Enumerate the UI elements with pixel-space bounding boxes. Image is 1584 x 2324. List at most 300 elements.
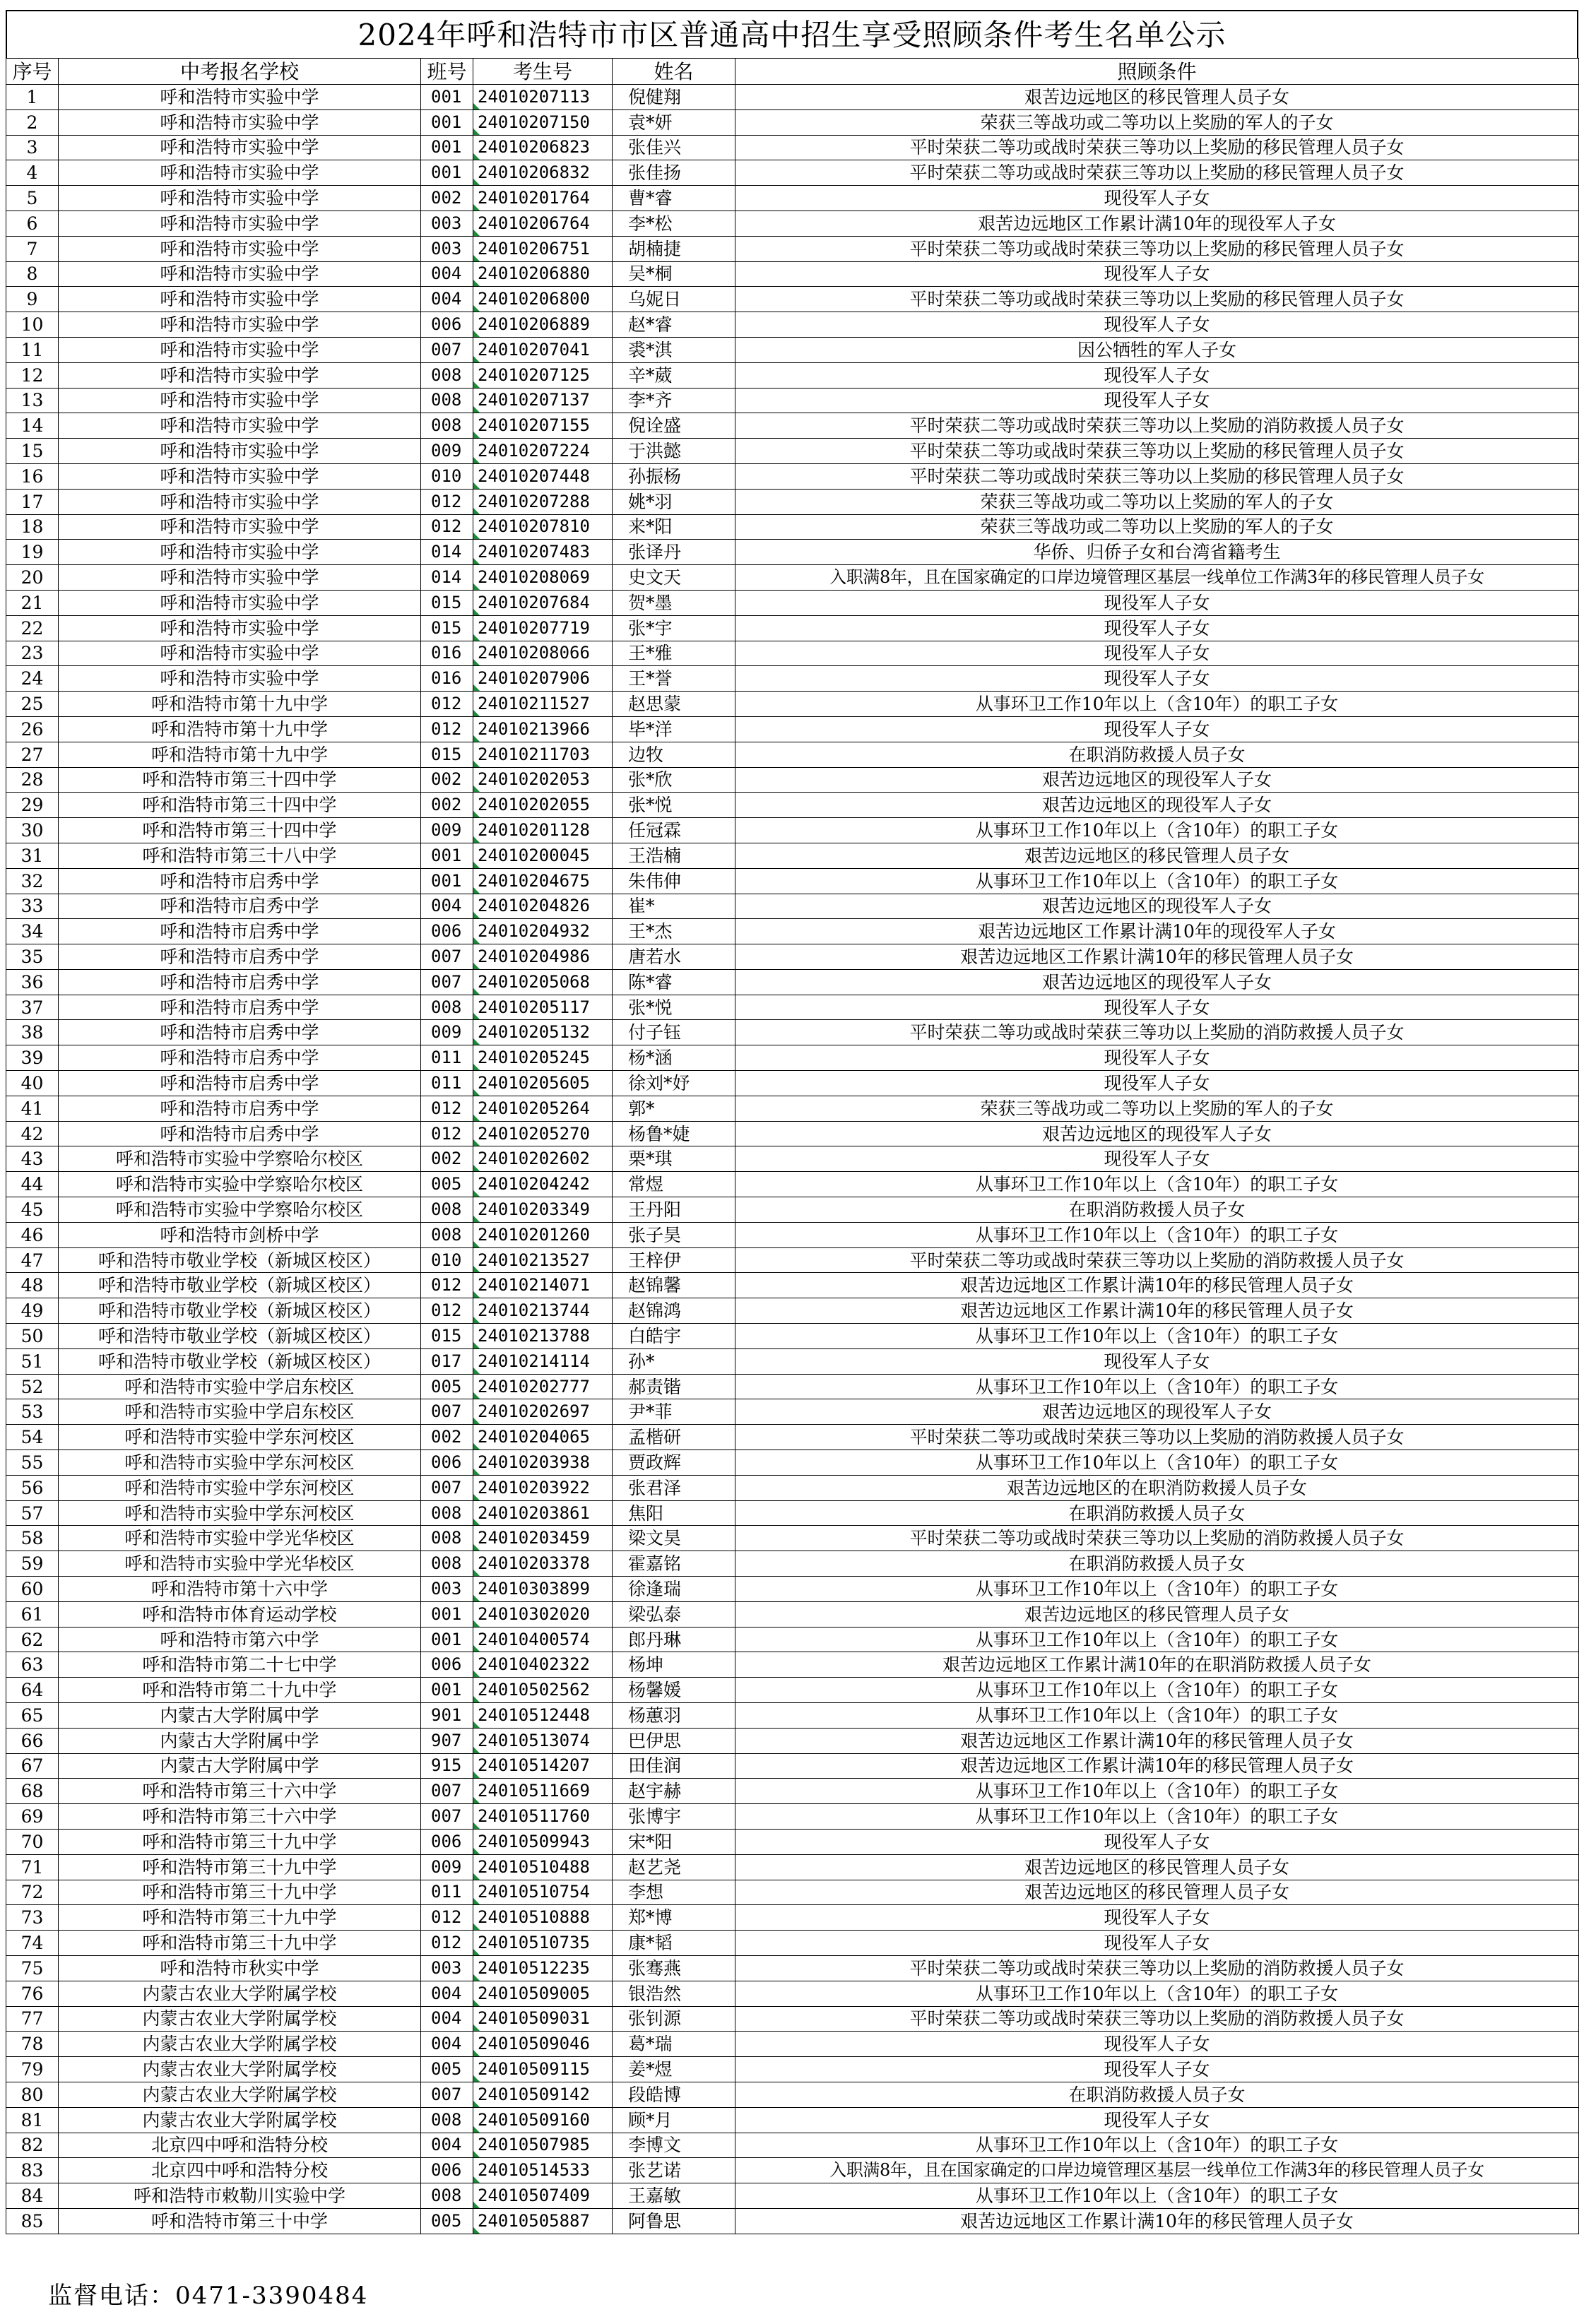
row-seq: 43 (6, 1146, 59, 1172)
row-exam-id: 24010206823 (473, 135, 613, 160)
candidate-table (6, 58, 1579, 2234)
row-class: 001 (421, 135, 473, 160)
table-row (6, 1096, 1579, 1121)
row-class: 012 (421, 1298, 473, 1324)
row-name: 倪诠盛 (613, 413, 735, 439)
row-school: 呼和浩特市实验中学东河校区 (59, 1450, 421, 1476)
row-exam-id: 24010213527 (473, 1247, 613, 1273)
row-name: 于洪懿 (613, 439, 735, 464)
row-condition: 现役军人子女 (735, 1045, 1579, 1071)
row-exam-id: 24010204675 (473, 868, 613, 894)
row-exam-id: 24010206889 (473, 312, 613, 338)
row-name: 姜*煜 (613, 2057, 735, 2082)
row-condition: 在职消防救援人员子女 (735, 1197, 1579, 1223)
table-row (6, 1399, 1579, 1425)
row-class: 014 (421, 565, 473, 591)
row-seq: 33 (6, 894, 59, 919)
row-condition: 平时荣获二等功或战时荣获三等功以上奖励的移民管理人员子女 (735, 439, 1579, 464)
row-condition: 从事环卫工作10年以上（含10年）的职工子女 (735, 1222, 1579, 1247)
row-name: 巴伊思 (613, 1728, 735, 1753)
table-row (6, 1500, 1579, 1526)
row-exam-id: 24010512235 (473, 1955, 613, 1981)
table-row (6, 1020, 1579, 1045)
row-school: 呼和浩特市第三十中学 (59, 2208, 421, 2234)
row-class: 004 (421, 261, 473, 287)
row-name: 李博文 (613, 2133, 735, 2158)
row-class: 005 (421, 2208, 473, 2234)
row-name: 张艺诺 (613, 2158, 735, 2183)
row-school: 呼和浩特市第三十四中学 (59, 767, 421, 793)
row-condition: 从事环卫工作10年以上（含10年）的职工子女 (735, 1627, 1579, 1652)
row-exam-id: 24010207288 (473, 489, 613, 514)
row-name: 朱伟伸 (613, 868, 735, 894)
row-condition: 现役军人子女 (735, 666, 1579, 692)
table-row (6, 1905, 1579, 1931)
row-seq: 2 (6, 109, 59, 135)
row-school: 呼和浩特市实验中学 (59, 135, 421, 160)
table-row (6, 1348, 1579, 1374)
row-class: 915 (421, 1753, 473, 1779)
row-school: 呼和浩特市第三十八中学 (59, 843, 421, 868)
row-seq: 62 (6, 1627, 59, 1652)
row-school: 呼和浩特市实验中学 (59, 312, 421, 338)
row-condition: 从事环卫工作10年以上（含10年）的职工子女 (735, 818, 1579, 843)
row-exam-id: 24010211527 (473, 692, 613, 717)
row-exam-id: 24010205270 (473, 1121, 613, 1146)
row-name: 张骞燕 (613, 1955, 735, 1981)
row-condition: 艰苦边远地区的现役军人子女 (735, 894, 1579, 919)
row-name: 徐逢瑞 (613, 1577, 735, 1602)
table-row (6, 843, 1579, 868)
row-seq: 85 (6, 2208, 59, 2234)
row-class: 009 (421, 818, 473, 843)
row-seq: 41 (6, 1096, 59, 1121)
row-name: 孟楷研 (613, 1425, 735, 1450)
row-seq: 12 (6, 362, 59, 388)
row-exam-id: 24010203378 (473, 1551, 613, 1577)
row-exam-id: 24010203938 (473, 1450, 613, 1476)
row-class: 012 (421, 1273, 473, 1298)
row-condition: 荣获三等战功或二等功以上奖励的军人的子女 (735, 109, 1579, 135)
row-exam-id: 24010204065 (473, 1425, 613, 1450)
row-class: 006 (421, 1450, 473, 1476)
row-class: 008 (421, 1551, 473, 1577)
row-school: 呼和浩特市敬业学校（新城区校区） (59, 1324, 421, 1349)
row-school: 内蒙古大学附属中学 (59, 1728, 421, 1753)
row-school: 呼和浩特市第三十六中学 (59, 1779, 421, 1804)
row-condition: 现役军人子女 (735, 2107, 1579, 2133)
table-row (6, 1981, 1579, 2006)
row-seq: 14 (6, 413, 59, 439)
row-exam-id: 24010207137 (473, 388, 613, 413)
row-condition: 艰苦边远地区工作累计满10年的现役军人子女 (735, 211, 1579, 236)
row-exam-id: 24010213966 (473, 716, 613, 742)
row-exam-id: 24010204986 (473, 944, 613, 970)
table-row (6, 337, 1579, 362)
row-seq: 68 (6, 1779, 59, 1804)
row-name: 杨鲁*婕 (613, 1121, 735, 1146)
table-row (6, 1121, 1579, 1146)
row-school: 呼和浩特市启秀中学 (59, 1071, 421, 1096)
row-condition: 艰苦边远地区的移民管理人员子女 (735, 1880, 1579, 1905)
row-class: 008 (421, 2183, 473, 2209)
row-seq: 34 (6, 919, 59, 944)
table-row (6, 1374, 1579, 1399)
row-seq: 10 (6, 312, 59, 338)
table-row (6, 135, 1579, 160)
row-condition: 现役军人子女 (735, 362, 1579, 388)
row-seq: 60 (6, 1577, 59, 1602)
row-seq: 52 (6, 1374, 59, 1399)
row-school: 呼和浩特市启秀中学 (59, 944, 421, 970)
table-row (6, 1247, 1579, 1273)
row-class: 012 (421, 514, 473, 540)
row-seq: 38 (6, 1020, 59, 1045)
row-class: 907 (421, 1728, 473, 1753)
table-row (6, 1450, 1579, 1476)
row-seq: 70 (6, 1829, 59, 1854)
row-name: 阿鲁思 (613, 2208, 735, 2234)
row-name: 倪健翔 (613, 85, 735, 110)
row-class: 004 (421, 2006, 473, 2032)
row-school: 呼和浩特市第十九中学 (59, 716, 421, 742)
row-name: 赵锦馨 (613, 1273, 735, 1298)
row-seq: 57 (6, 1500, 59, 1526)
row-condition: 艰苦边远地区工作累计满10年的移民管理人员子女 (735, 1298, 1579, 1324)
row-school: 呼和浩特市第三十九中学 (59, 1854, 421, 1880)
row-exam-id: 24010207810 (473, 514, 613, 540)
row-exam-id: 24010207125 (473, 362, 613, 388)
row-condition: 艰苦边远地区的移民管理人员子女 (735, 843, 1579, 868)
row-seq: 5 (6, 186, 59, 211)
row-name: 栗*琪 (613, 1146, 735, 1172)
col-header-condition: 照顾条件 (735, 59, 1579, 85)
row-condition: 从事环卫工作10年以上（含10年）的职工子女 (735, 692, 1579, 717)
table-row (6, 894, 1579, 919)
row-name: 杨坤 (613, 1652, 735, 1678)
row-class: 001 (421, 1601, 473, 1627)
row-condition: 荣获三等战功或二等功以上奖励的军人的子女 (735, 514, 1579, 540)
table-row (6, 767, 1579, 793)
table-row (6, 2183, 1579, 2209)
row-name: 白皓宇 (613, 1324, 735, 1349)
row-condition: 平时荣获二等功或战时荣获三等功以上奖励的移民管理人员子女 (735, 236, 1579, 261)
row-class: 001 (421, 843, 473, 868)
table-row (6, 2158, 1579, 2183)
row-class: 007 (421, 337, 473, 362)
row-school: 呼和浩特市启秀中学 (59, 969, 421, 995)
table-row (6, 2006, 1579, 2032)
row-condition: 因公牺牲的军人子女 (735, 337, 1579, 362)
row-seq: 76 (6, 1981, 59, 2006)
row-school: 呼和浩特市第十六中学 (59, 1577, 421, 1602)
row-class: 015 (421, 1324, 473, 1349)
row-school: 内蒙古农业大学附属学校 (59, 2057, 421, 2082)
row-school: 呼和浩特市第二十九中学 (59, 1678, 421, 1703)
row-condition: 现役军人子女 (735, 716, 1579, 742)
row-exam-id: 24010208069 (473, 565, 613, 591)
row-name: 王丹阳 (613, 1197, 735, 1223)
row-exam-id: 24010509046 (473, 2032, 613, 2057)
row-condition: 现役军人子女 (735, 615, 1579, 641)
row-school: 呼和浩特市实验中学 (59, 287, 421, 312)
row-name: 段皓博 (613, 2082, 735, 2107)
row-seq: 8 (6, 261, 59, 287)
row-seq: 78 (6, 2032, 59, 2057)
row-class: 009 (421, 439, 473, 464)
row-exam-id: 24010505887 (473, 2208, 613, 2234)
row-exam-id: 24010201260 (473, 1222, 613, 1247)
row-school: 呼和浩特市实验中学 (59, 615, 421, 641)
row-class: 003 (421, 236, 473, 261)
table-row (6, 1728, 1579, 1753)
row-condition: 现役军人子女 (735, 261, 1579, 287)
row-school: 内蒙古农业大学附属学校 (59, 2082, 421, 2107)
row-class: 004 (421, 2032, 473, 2057)
row-school: 呼和浩特市实验中学 (59, 565, 421, 591)
row-condition: 平时荣获二等功或战时荣获三等功以上奖励的移民管理人员子女 (735, 287, 1579, 312)
row-name: 顾*月 (613, 2107, 735, 2133)
row-exam-id: 24010207224 (473, 439, 613, 464)
table-row (6, 413, 1579, 439)
row-exam-id: 24010303899 (473, 1577, 613, 1602)
table-row (6, 2107, 1579, 2133)
row-condition: 平时荣获二等功或战时荣获三等功以上奖励的消防救援人员子女 (735, 1247, 1579, 1273)
row-seq: 61 (6, 1601, 59, 1627)
row-name: 毕*洋 (613, 716, 735, 742)
row-seq: 6 (6, 211, 59, 236)
row-class: 007 (421, 1804, 473, 1830)
row-class: 007 (421, 969, 473, 995)
row-exam-id: 24010200045 (473, 843, 613, 868)
row-name: 张子昊 (613, 1222, 735, 1247)
row-name: 王*誉 (613, 666, 735, 692)
row-seq: 40 (6, 1071, 59, 1096)
row-seq: 11 (6, 337, 59, 362)
row-class: 006 (421, 919, 473, 944)
table-row (6, 1804, 1579, 1830)
row-exam-id: 24010203349 (473, 1197, 613, 1223)
table-row (6, 1551, 1579, 1577)
row-seq: 55 (6, 1450, 59, 1476)
row-seq: 50 (6, 1324, 59, 1349)
table-row (6, 2208, 1579, 2234)
table-row (6, 287, 1579, 312)
row-exam-id: 24010206880 (473, 261, 613, 287)
row-seq: 49 (6, 1298, 59, 1324)
row-seq: 54 (6, 1425, 59, 1450)
row-school: 呼和浩特市第三十四中学 (59, 793, 421, 818)
table-row (6, 615, 1579, 641)
row-school: 内蒙古大学附属中学 (59, 1753, 421, 1779)
row-school: 呼和浩特市实验中学 (59, 362, 421, 388)
row-class: 005 (421, 1172, 473, 1197)
row-seq: 45 (6, 1197, 59, 1223)
row-seq: 13 (6, 388, 59, 413)
row-condition: 平时荣获二等功或战时荣获三等功以上奖励的移民管理人员子女 (735, 463, 1579, 489)
row-exam-id: 24010214071 (473, 1273, 613, 1298)
row-school: 呼和浩特市第三十九中学 (59, 1931, 421, 1956)
row-condition: 入职满8年，且在国家确定的口岸边境管理区基层一线单位工作满3年的移民管理人员子女 (735, 565, 1579, 591)
row-exam-id: 24010213788 (473, 1324, 613, 1349)
row-condition: 艰苦边远地区的移民管理人员子女 (735, 1854, 1579, 1880)
row-condition: 艰苦边远地区工作累计满10年的移民管理人员子女 (735, 1273, 1579, 1298)
row-class: 002 (421, 1146, 473, 1172)
table-row (6, 236, 1579, 261)
row-school: 呼和浩特市实验中学 (59, 641, 421, 666)
row-school: 呼和浩特市启秀中学 (59, 995, 421, 1020)
row-name: 张*悦 (613, 995, 735, 1020)
table-row (6, 109, 1579, 135)
row-name: 边牧 (613, 742, 735, 767)
row-class: 006 (421, 1829, 473, 1854)
row-seq: 16 (6, 463, 59, 489)
row-school: 呼和浩特市实验中学东河校区 (59, 1500, 421, 1526)
table-body (6, 85, 1579, 2234)
row-condition: 艰苦边远地区工作累计满10年的移民管理人员子女 (735, 2208, 1579, 2234)
row-seq: 84 (6, 2183, 59, 2209)
row-class: 004 (421, 1981, 473, 2006)
row-school: 呼和浩特市实验中学 (59, 590, 421, 615)
row-class: 012 (421, 1096, 473, 1121)
row-class: 003 (421, 1955, 473, 1981)
row-school: 呼和浩特市第六中学 (59, 1627, 421, 1652)
row-seq: 77 (6, 2006, 59, 2032)
row-name: 赵宇赫 (613, 1779, 735, 1804)
table-row (6, 944, 1579, 970)
row-seq: 22 (6, 615, 59, 641)
table-row (6, 1526, 1579, 1551)
row-exam-id: 24010402322 (473, 1652, 613, 1678)
row-condition: 艰苦边远地区工作累计满10年的在职消防救援人员子女 (735, 1652, 1579, 1678)
row-name: 吴*桐 (613, 261, 735, 287)
row-seq: 7 (6, 236, 59, 261)
table-row (6, 362, 1579, 388)
row-exam-id: 24010211703 (473, 742, 613, 767)
table-row (6, 716, 1579, 742)
row-seq: 31 (6, 843, 59, 868)
row-condition: 现役军人子女 (735, 590, 1579, 615)
row-school: 呼和浩特市实验中学东河校区 (59, 1425, 421, 1450)
row-condition: 现役军人子女 (735, 995, 1579, 1020)
row-name: 赵思蒙 (613, 692, 735, 717)
table-row (6, 1475, 1579, 1500)
row-seq: 1 (6, 85, 59, 110)
row-condition: 从事环卫工作10年以上（含10年）的职工子女 (735, 1779, 1579, 1804)
row-condition: 荣获三等战功或二等功以上奖励的军人的子女 (735, 1096, 1579, 1121)
row-exam-id: 24010207684 (473, 590, 613, 615)
row-condition: 艰苦边远地区的现役军人子女 (735, 969, 1579, 995)
row-exam-id: 24010510488 (473, 1854, 613, 1880)
row-exam-id: 24010514207 (473, 1753, 613, 1779)
row-exam-id: 24010207483 (473, 540, 613, 565)
row-name: 赵锦鸿 (613, 1298, 735, 1324)
table-row (6, 919, 1579, 944)
row-class: 006 (421, 312, 473, 338)
row-exam-id: 24010207150 (473, 109, 613, 135)
row-class: 006 (421, 2158, 473, 2183)
row-school: 呼和浩特市第三十九中学 (59, 1905, 421, 1931)
row-exam-id: 24010204826 (473, 894, 613, 919)
row-condition: 现役军人子女 (735, 1146, 1579, 1172)
table-row (6, 1197, 1579, 1223)
row-name: 尹*菲 (613, 1399, 735, 1425)
row-name: 赵*睿 (613, 312, 735, 338)
row-seq: 25 (6, 692, 59, 717)
row-class: 012 (421, 716, 473, 742)
row-condition: 现役军人子女 (735, 1348, 1579, 1374)
row-name: 史文天 (613, 565, 735, 591)
row-school: 北京四中呼和浩特分校 (59, 2158, 421, 2183)
row-name: 杨蕙羽 (613, 1703, 735, 1729)
row-class: 004 (421, 287, 473, 312)
row-exam-id: 24010509160 (473, 2107, 613, 2133)
table-row (6, 666, 1579, 692)
row-school: 呼和浩特市实验中学 (59, 109, 421, 135)
row-exam-id: 24010509031 (473, 2006, 613, 2032)
row-name: 李*齐 (613, 388, 735, 413)
row-name: 赵艺尧 (613, 1854, 735, 1880)
row-seq: 69 (6, 1804, 59, 1830)
row-condition: 从事环卫工作10年以上（含10年）的职工子女 (735, 1703, 1579, 1729)
row-condition: 从事环卫工作10年以上（含10年）的职工子女 (735, 1577, 1579, 1602)
row-school: 呼和浩特市实验中学 (59, 666, 421, 692)
table-row (6, 1854, 1579, 1880)
row-condition: 从事环卫工作10年以上（含10年）的职工子女 (735, 2183, 1579, 2209)
row-condition: 艰苦边远地区的在职消防救援人员子女 (735, 1475, 1579, 1500)
row-name: 王*杰 (613, 919, 735, 944)
row-school: 呼和浩特市实验中学 (59, 540, 421, 565)
table-row (6, 1222, 1579, 1247)
table-row (6, 565, 1579, 591)
row-name: 王*雅 (613, 641, 735, 666)
row-condition: 艰苦边远地区工作累计满10年的移民管理人员子女 (735, 944, 1579, 970)
row-name: 陈*睿 (613, 969, 735, 995)
row-condition: 艰苦边远地区的现役军人子女 (735, 793, 1579, 818)
row-class: 007 (421, 2082, 473, 2107)
row-school: 呼和浩特市第三十九中学 (59, 1880, 421, 1905)
row-seq: 42 (6, 1121, 59, 1146)
table-row (6, 1779, 1579, 1804)
row-name: 张佳扬 (613, 160, 735, 186)
row-name: 王嘉敏 (613, 2183, 735, 2209)
row-condition: 平时荣获二等功或战时荣获三等功以上奖励的消防救援人员子女 (735, 1955, 1579, 1981)
row-seq: 80 (6, 2082, 59, 2107)
row-class: 008 (421, 1500, 473, 1526)
row-condition: 平时荣获二等功或战时荣获三等功以上奖励的消防救援人员子女 (735, 1425, 1579, 1450)
row-class: 009 (421, 1854, 473, 1880)
table-row (6, 439, 1579, 464)
row-class: 012 (421, 692, 473, 717)
row-class: 003 (421, 1577, 473, 1602)
row-school: 呼和浩特市剑桥中学 (59, 1222, 421, 1247)
table-row (6, 1829, 1579, 1854)
row-class: 002 (421, 186, 473, 211)
row-condition: 从事环卫工作10年以上（含10年）的职工子女 (735, 2133, 1579, 2158)
row-class: 001 (421, 109, 473, 135)
row-condition: 平时荣获二等功或战时荣获三等功以上奖励的移民管理人员子女 (735, 160, 1579, 186)
row-condition: 现役军人子女 (735, 1931, 1579, 1956)
row-name: 张*宇 (613, 615, 735, 641)
row-exam-id: 24010512448 (473, 1703, 613, 1729)
row-school: 呼和浩特市实验中学察哈尔校区 (59, 1197, 421, 1223)
row-exam-id: 24010214114 (473, 1348, 613, 1374)
row-seq: 17 (6, 489, 59, 514)
row-condition: 艰苦边远地区的移民管理人员子女 (735, 85, 1579, 110)
row-class: 901 (421, 1703, 473, 1729)
row-seq: 73 (6, 1905, 59, 1931)
table-row (6, 1273, 1579, 1298)
